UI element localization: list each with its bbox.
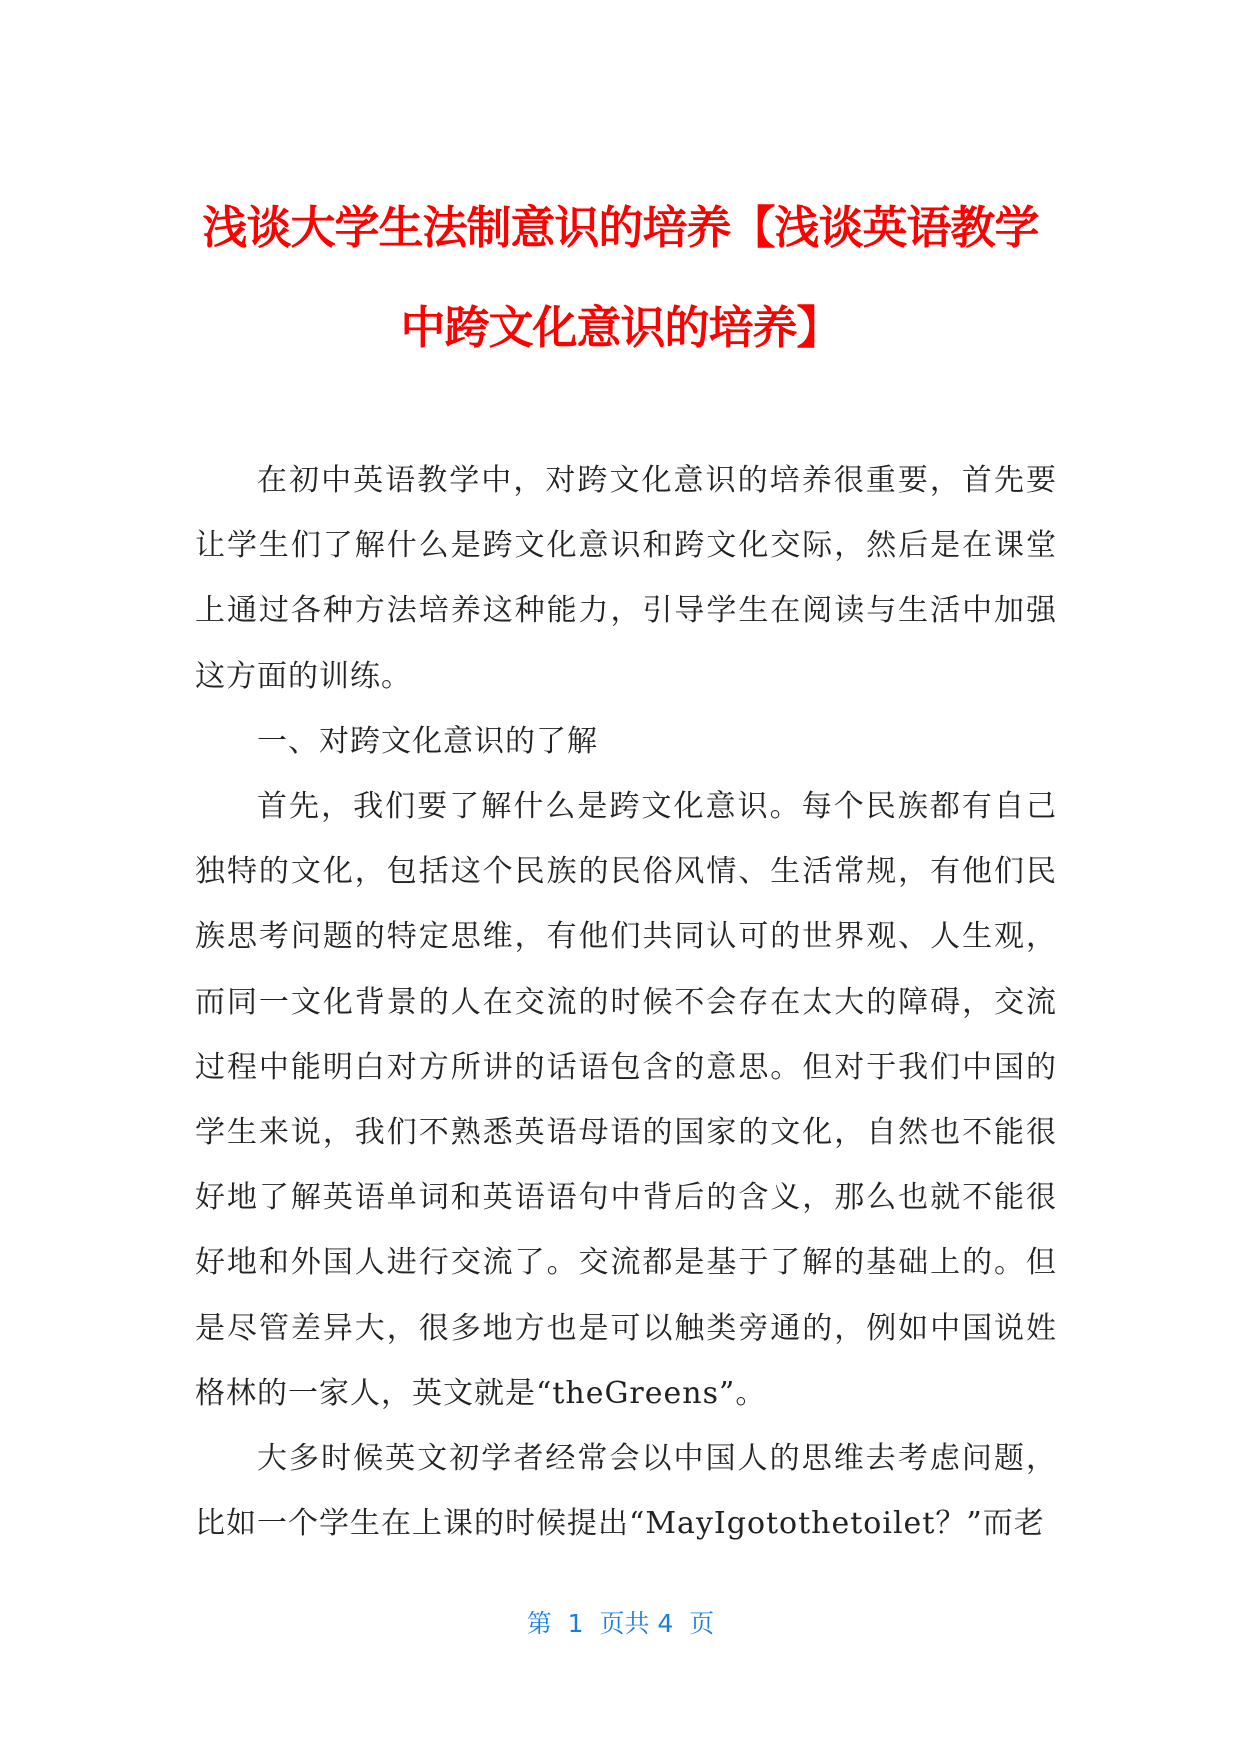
page-footer: 第 1 页共 4 页: [526, 1609, 715, 1638]
paragraph-section-one: 首先，我们要了解什么是跨文化意识。每个民族都有自己独特的文化，包括这个民族的民俗风情、生活常规，有他们民族思考问题的特定思维，有他们共同认可的世界观、人生观，而同一文化背景的人在交流的时候不会存在太大的障碍，交流过程中能明白对方所讲的话语包含的意思。但对于我们中国的学生来说，我们不熟悉英语母语的国家的文化，自然也不能很好地了解英语单词和英语语句中背后的含义，那么也就不能很好地和外国人进行交流了。交流都是基于了解的基础上的。但是尽管差异大，很多地方也是可以触类旁通的，例如中国说姓格林的一家人，英文就是“theGreens”。: [195, 789, 1057, 1411]
section-heading: 一、对跨文化意识的了解: [257, 723, 598, 759]
paragraph-continued: 大多时候英文初学者经常会以中国人的思维去考虑问题，比如一个学生在上课的时候提出“MayIgotothetoilet？”而老: [195, 1441, 1057, 1542]
paragraph-intro: 在初中英语教学中，对跨文化意识的培养很重要，首先要让学生们了解什么是跨文化意识和跨文化交际，然后是在课堂上通过各种方法培养这种能力，引导学生在阅读与生活中加强这方面的训练。: [195, 463, 1057, 694]
title-line-1: 浅谈大学生法制意识的培养【浅谈英语教学: [202, 201, 1039, 254]
title-line-2: 中跨文化意识的培养】: [400, 301, 841, 354]
document-title: [150, 178, 1091, 378]
document-body: [195, 448, 1057, 1556]
